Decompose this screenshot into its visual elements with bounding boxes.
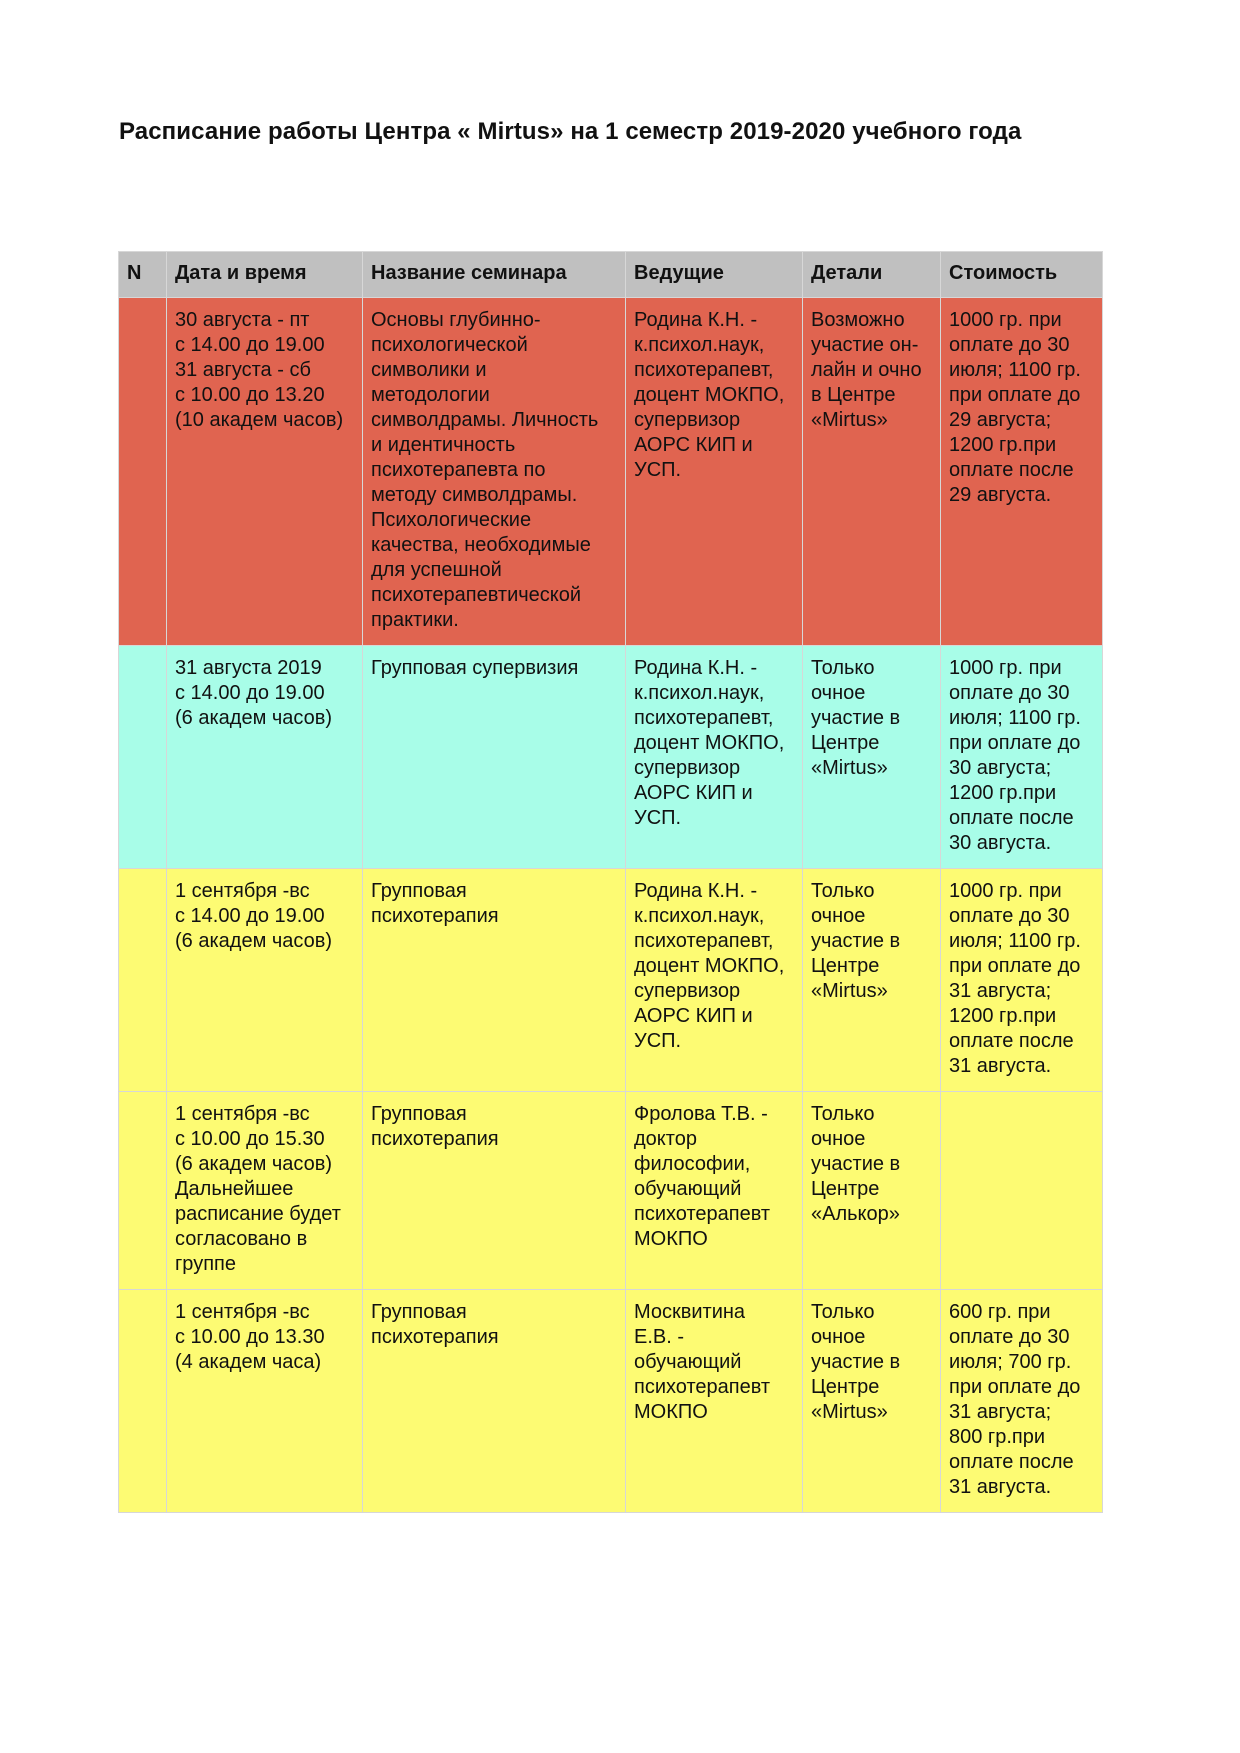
table-row (119, 869, 1103, 1092)
schedule-table (118, 251, 1103, 1513)
cell-price: 600 гр. при оплате до 30 июля; 700 гр. при оплате до 31 августа; 800 гр.при оплате после 31 августа. (941, 1290, 1103, 1513)
cell-seminar: Групповая психотерапия (363, 869, 626, 1092)
cell-n (119, 646, 167, 869)
cell-details: Только очное участие в Центре «Mirtus» (803, 1290, 941, 1513)
cell-price: 1000 гр. при оплате до 30 июля; 1100 гр. при оплате до 30 августа; 1200 гр.при оплате после 30 августа. (941, 646, 1103, 869)
cell-datetime: 30 августа - пт с 14.00 до 19.00 31 августа - сб с 10.00 до 13.20 (10 академ часов) (167, 298, 363, 646)
cell-details: Возможно участие он- лайн и очно в Центре «Mirtus» (803, 298, 941, 646)
cell-price: 1000 гр. при оплате до 30 июля; 1100 гр. при оплате до 29 августа; 1200 гр.при оплате после 29 августа. (941, 298, 1103, 646)
cell-n (119, 1290, 167, 1513)
cell-datetime: 31 августа 2019 с 14.00 до 19.00 (6 академ часов) (167, 646, 363, 869)
column-header-seminar: Название семинара (363, 252, 626, 298)
cell-datetime: 1 сентября -вс с 10.00 до 15.30 (6 академ часов) Дальнейшее расписание будет согласовано в группе (167, 1092, 363, 1290)
cell-hosts: Родина К.Н. - к.психол.наук, психотерапевт, доцент МОКПО, супервизор АОРС КИП и УСП. (626, 646, 803, 869)
table-row (119, 1092, 1103, 1290)
table-row (119, 298, 1103, 646)
column-header-datetime: Дата и время (167, 252, 363, 298)
column-header-price: Стоимость (941, 252, 1103, 298)
cell-price: 1000 гр. при оплате до 30 июля; 1100 гр. при оплате до 31 августа; 1200 гр.при оплате после 31 августа. (941, 869, 1103, 1092)
cell-seminar: Групповая психотерапия (363, 1290, 626, 1513)
cell-seminar: Групповая супервизия (363, 646, 626, 869)
page-title: Расписание работы Центра « Mirtus» на 1 семестр 2019-2020 учебного года (119, 118, 1022, 145)
cell-details: Только очное участие в Центре «Алькор» (803, 1092, 941, 1290)
cell-seminar: Основы глубинно- психологической символики и методологии символдрамы. Личность и идентичность психотерапевта по методу символдрамы. Психологические качества, необходимые для успешной психотерапевтической практики. (363, 298, 626, 646)
cell-n (119, 1092, 167, 1290)
cell-details: Только очное участие в Центре «Mirtus» (803, 646, 941, 869)
table-header-row (119, 252, 1103, 298)
table-row (119, 1290, 1103, 1513)
column-header-hosts: Ведущие (626, 252, 803, 298)
cell-details: Только очное участие в Центре «Mirtus» (803, 869, 941, 1092)
table-row (119, 646, 1103, 869)
cell-hosts: Родина К.Н. - к.психол.наук, психотерапевт, доцент МОКПО, супервизор АОРС КИП и УСП. (626, 298, 803, 646)
cell-datetime: 1 сентября -вс с 10.00 до 13.30 (4 академ часа) (167, 1290, 363, 1513)
cell-hosts: Фролова Т.В. - доктор философии, обучающий психотерапевт МОКПО (626, 1092, 803, 1290)
cell-hosts: Москвитина Е.В. - обучающий психотерапевт МОКПО (626, 1290, 803, 1513)
cell-n (119, 298, 167, 646)
column-header-n: N (119, 252, 167, 298)
column-header-details: Детали (803, 252, 941, 298)
cell-hosts: Родина К.Н. - к.психол.наук, психотерапевт, доцент МОКПО, супервизор АОРС КИП и УСП. (626, 869, 803, 1092)
cell-seminar: Групповая психотерапия (363, 1092, 626, 1290)
cell-price (941, 1092, 1103, 1290)
cell-datetime: 1 сентября -вс с 14.00 до 19.00 (6 академ часов) (167, 869, 363, 1092)
cell-n (119, 869, 167, 1092)
